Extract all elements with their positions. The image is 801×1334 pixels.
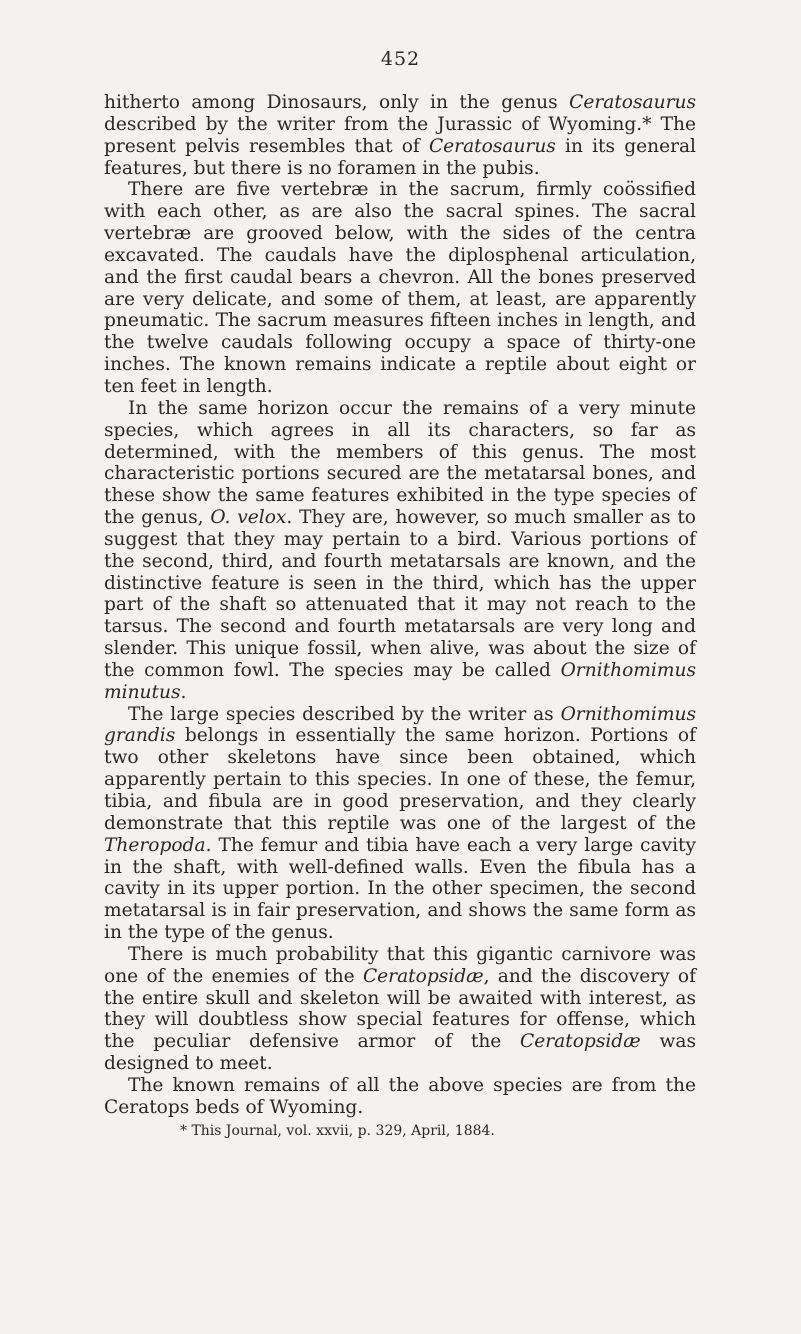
body-text (104, 92, 696, 1141)
text-run: belongs in essentially the same horizon. Portions of two other skeletons have since been obtained, which apparently pertain to this species. In one of these, the femur, tibia, and fibula are in good preservation, and they clearly demonstrate that this reptile was one of the largest of the (104, 725, 696, 834)
text-run: . The femur and tibia have each a very large cavity in the shaft, with well-defined walls. Even the fibula has a cavity in its upper portion. In the other specimen, the second metatarsal is in fair preservation, and shows the same form as in the type of the genus. (104, 834, 696, 944)
text-run: described by the writer from the Jurassic of Wyoming.* The present pelvis resembles that of (104, 113, 696, 157)
paragraph (104, 398, 696, 704)
text-run: The large species described by the writer as (128, 703, 561, 725)
paragraph (104, 179, 696, 397)
text-run: The known remains of all the above species are from the Ceratops beds of Wyoming. (104, 1074, 696, 1118)
italic-term: Ceratopsidæ (520, 1031, 641, 1053)
text-run: There is much probability that this gigantic carnivore was one of the enemies of the (104, 943, 696, 987)
text-run: . (180, 681, 187, 703)
text-run: . They are, however, so much smaller as to suggest that they may pertain to a bird. Various portions of the second, third, and fourth metatarsals are known, and the distinctive feature is seen in the third, which has the upper part of the shaft so attenuated that it may not reach to the tarsus. The second and fourth metatarsals are very long and slender. This unique fossil, when alive, was about the size of the common fowl. The species may be called (104, 507, 696, 681)
text-run: in its general features, but there is no foramen in the pubis. (104, 135, 696, 179)
italic-term: O. velox (210, 507, 287, 529)
text-run: , and the discovery of the entire skull and skeleton will be awaited with interest, as they will doubtless show special features for offense, which the peculiar defensive armor of the (104, 965, 696, 1053)
italic-term: Ceratosaurus (428, 135, 556, 157)
page-number: 452 (380, 48, 421, 70)
italic-term: Ceratopsidæ (362, 965, 484, 987)
paragraph (104, 704, 696, 944)
text-run: In the same horizon occur the remains of a very minute species, which agrees in all its characters, so far as determined, with the members of this genus. The most characteristic portions secured are the metatarsal bones, and these show the same features exhibited in the type species of the genus, (104, 397, 696, 529)
footnote: * This Journal, vol. xxvii, p. 329, April, 1884. (180, 1122, 495, 1139)
italic-term: Ceratosaurus (569, 92, 696, 113)
paragraph (104, 944, 696, 1075)
italic-term: Ornithomimus grandis (104, 703, 696, 747)
text-run: hitherto among Dinosaurs, only in the genus (104, 92, 570, 113)
paragraph (104, 1075, 696, 1119)
italic-term: Ornithomimus minutus (104, 659, 696, 703)
italic-term: Theropoda (104, 834, 206, 856)
paragraph (104, 92, 696, 179)
text-run: There are five vertebræ in the sacrum, firmly coössified with each other, as are also the sacral spines. The sacral vertebræ are grooved below, with the sides of the centra excavated. The caudals have the diplosphenal articulation, and the first caudal bears a chevron. All the bones preserved are very delicate, and some of them, at least, are apparently pneumatic. The sacrum measures fifteen inches in length, and the twelve caudals following occupy a space of thirty-one inches. The known remains indicate a reptile about eight or ten feet in length. (104, 179, 696, 397)
text-run: was designed to meet. (104, 1031, 696, 1075)
